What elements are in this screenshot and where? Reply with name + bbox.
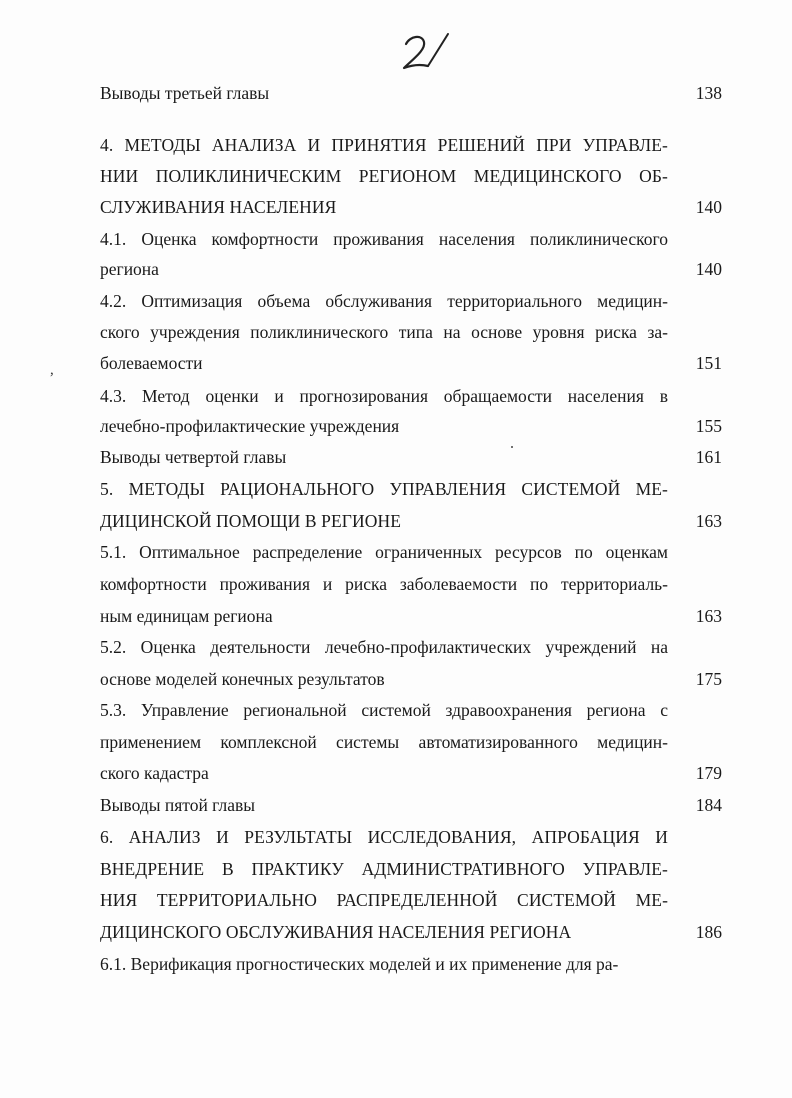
toc-page-number: 175 <box>695 669 722 689</box>
toc-page-number: 179 <box>695 763 722 783</box>
toc-line <box>100 385 722 407</box>
toc-entry-text: 6. АНАЛИЗ И РЕЗУЛЬТАТЫ ИССЛЕДОВАНИЯ, АПРОБАЦИЯ И <box>100 827 668 847</box>
stray-pen-mark: , <box>50 362 54 378</box>
toc-line <box>100 82 722 104</box>
toc-line <box>100 858 722 880</box>
toc-entry-text: 5.2. Оценка деятельности лечебно-профилактических учреждений на <box>100 637 668 657</box>
toc-entry-text: НИИ ПОЛИКЛИНИЧЕСКИМ РЕГИОНОМ МЕДИЦИНСКОГО ОБ- <box>100 166 668 186</box>
toc-line <box>100 196 722 218</box>
toc-entry-text: 6.1. Верификация прогностических моделей и их применение для ра- <box>100 954 619 974</box>
toc-line <box>100 794 722 816</box>
toc-line <box>100 636 722 658</box>
toc-page-number: 186 <box>695 922 722 942</box>
toc-entry-text: лечебно-профилактические учреждения <box>100 416 400 436</box>
toc-line <box>100 446 722 468</box>
toc-line <box>100 134 722 156</box>
toc-page-number: 163 <box>695 511 722 531</box>
toc-line <box>100 699 722 721</box>
toc-entry-text: Выводы пятой главы <box>100 795 255 815</box>
toc-entry-text: применением комплексной системы автоматизированного медицин- <box>100 732 668 752</box>
toc-entry-text: Выводы четвертой главы <box>100 447 287 467</box>
toc-entry-text: НИЯ ТЕРРИТОРИАЛЬНО РАСПРЕДЕЛЕННОЙ СИСТЕМОЙ МЕ- <box>100 890 668 910</box>
toc-line <box>100 573 722 595</box>
toc-line <box>100 321 722 343</box>
toc-line <box>100 290 722 312</box>
toc-line <box>100 541 722 563</box>
toc-entry-text: ВНЕДРЕНИЕ В ПРАКТИКУ АДМИНИСТРАТИВНОГО УПРАВЛЕ- <box>100 859 668 879</box>
toc-line <box>100 889 722 911</box>
toc-entry-text: 4.1. Оценка комфортности проживания населения поликлинического <box>100 229 668 249</box>
toc-entry-text: Выводы третьей главы <box>100 83 270 103</box>
toc-line <box>100 228 722 250</box>
toc-entry-text: ского кадастра <box>100 763 209 783</box>
handwritten-page-number <box>398 30 454 76</box>
toc-line <box>100 258 722 280</box>
toc-entry-text: 4. МЕТОДЫ АНАЛИЗА И ПРИНЯТИЯ РЕШЕНИЙ ПРИ УПРАВЛЕ- <box>100 135 668 155</box>
toc-entry-text: основе моделей конечных результатов <box>100 669 385 689</box>
toc-entry-text: болеваемости <box>100 353 203 373</box>
handwritten-2-signature <box>398 30 454 76</box>
toc-line <box>100 352 722 374</box>
toc-page-number: 184 <box>695 795 722 815</box>
toc-entry-text: 5.1. Оптимальное распределение ограниченных ресурсов по оценкам <box>100 542 668 562</box>
toc-page-number: 140 <box>695 259 722 279</box>
toc-entry-text: 4.3. Метод оценки и прогнозирования обращаемости населения в <box>100 386 668 406</box>
toc-entry-text: ДИЦИНСКОЙ ПОМОЩИ В РЕГИОНЕ <box>100 511 401 531</box>
toc-entry-text: ДИЦИНСКОГО ОБСЛУЖИВАНИЯ НАСЕЛЕНИЯ РЕГИОНА <box>100 922 572 942</box>
toc-entry-text: ным единицам региона <box>100 606 273 626</box>
toc-page-number: 140 <box>695 197 722 217</box>
toc-entry-text: СЛУЖИВАНИЯ НАСЕЛЕНИЯ <box>100 197 337 217</box>
toc-line <box>100 668 722 690</box>
toc-entry-text: ского учреждения поликлинического типа на основе уровня риска за- <box>100 322 668 342</box>
toc-entry-text: 5. МЕТОДЫ РАЦИОНАЛЬНОГО УПРАВЛЕНИЯ СИСТЕМОЙ МЕ- <box>100 479 668 499</box>
toc-line <box>100 921 722 943</box>
toc-entry-text: 5.3. Управление региональной системой здравоохранения региона с <box>100 700 668 720</box>
toc-line <box>100 415 722 437</box>
toc-page-number: 163 <box>695 606 722 626</box>
toc-line <box>100 478 722 500</box>
toc-entry-text: региона <box>100 259 159 279</box>
toc-page-number: 138 <box>695 83 722 103</box>
toc-line <box>100 605 722 627</box>
toc-page-number: 161 <box>695 447 722 467</box>
toc-page-number: 155 <box>695 416 722 436</box>
toc-line <box>100 165 722 187</box>
toc-entry-text: комфортности проживания и риска заболеваемости по территориаль- <box>100 574 668 594</box>
toc-page-number: 151 <box>695 353 722 373</box>
toc-entry-text: 4.2. Оптимизация объема обслуживания территориального медицин- <box>100 291 668 311</box>
toc-line <box>100 510 722 532</box>
toc-line <box>100 762 722 784</box>
toc-line <box>100 953 722 975</box>
toc-line <box>100 826 722 848</box>
toc-line <box>100 731 722 753</box>
